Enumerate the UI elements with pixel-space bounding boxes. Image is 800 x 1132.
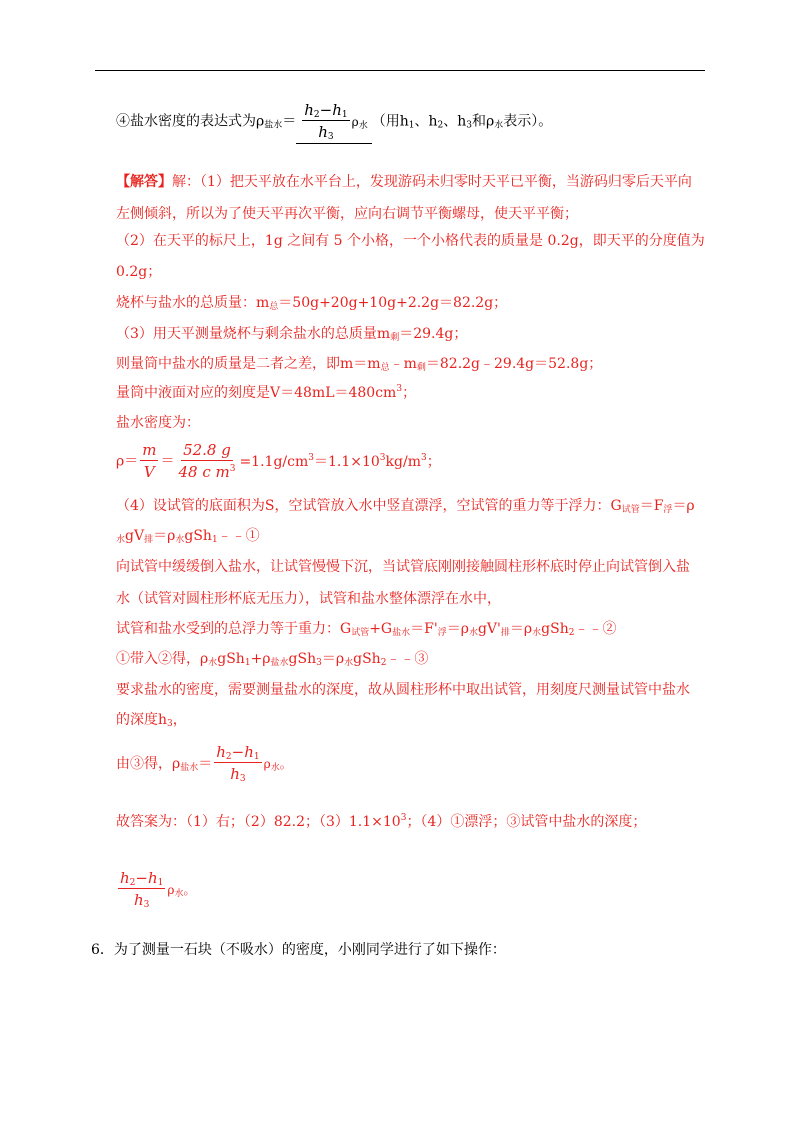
answer-para-14: 由③得，$\rho_{盐水}=$ $\frac{h_2-h_1}{h_3}$ $\rho_水$。 — [116, 743, 292, 784]
result-fraction: $\frac{h_2-h_1}{h_3}$ — [216, 743, 260, 784]
answer-para-9b: $_水gV_排=\rho_水gSh_1﹣﹣①$ — [116, 528, 260, 545]
answer-para-10a: 向试管中缓缓倒入盐水，让试管慢慢下沉，当试管底刚刚接触圆柱形杯底时停止向试管倒入盐 — [116, 559, 690, 575]
answer-para-15: 故答案为：（1）右；（2）82.2；$(3)1.1\times 10^3$；（4）①漂浮；③试管中盐水的深度； — [116, 813, 647, 830]
answer-para-1b: 左侧倾斜，所以为了使天平再次平衡，应向右调节平衡螺母，使天平平衡； — [116, 206, 578, 222]
answer-para-16: $\frac{h_2-h_1}{h_3}$ $\rho_水$。 — [120, 869, 196, 910]
answer-blank: $\frac{h_2-h_1}{h_3}$ $\rho_水$ — [296, 100, 371, 144]
answer-para-6: 量筒中液面对应的刻度是$V=48mL=480cm^3$； — [116, 384, 417, 401]
answer-para-3: 烧杯与盐水的总质量：$m_总=50g+20g+10g+2.2g=82.2g$； — [116, 295, 508, 312]
answer-para-5: 则量筒中盐水的质量是二者之差，即$m=m_总﹣m_剩=82.2g﹣29.4g=52.8g$； — [116, 356, 603, 373]
header-rule — [95, 70, 705, 71]
answer-para-2b: 0.2g； — [116, 264, 162, 280]
answer-para-13b: 的深度$h_3$， — [116, 712, 187, 729]
answer-para-1a: 【解答】解：（1）把天平放在水平台上，发现游码未归零时天平已平衡，当游码归零后天平向 — [116, 174, 692, 190]
q4-fraction: $\frac{h_2-h_1}{h_3}$ — [304, 101, 348, 142]
fraction-value: $\frac{52.8 g}{48 c m^3}$ — [178, 441, 236, 481]
answer-tag: 【解答】 — [116, 174, 172, 190]
answer-para-11: 试管和盐水受到的总浮力等于重力：$G_{试管}+G_{盐水}=F'_浮=\rho_水gV'_排=\rho_水gSh_2﹣﹣②$ — [116, 621, 617, 638]
answer-para-10b: 水（试管对圆柱形杯底无压力），试管和盐水整体漂浮在水中， — [116, 591, 501, 607]
answer-para-9a: （4）设试管的底面积为S，空试管放入水中竖直漂浮，空试管的重力等于浮力：$G_{试管}=F_浮=\rho$ — [116, 498, 695, 515]
answer-para-12: ①带入②得，$\rho_水gSh_1+\rho_{盐水}gSh_3=\rho_水gSh_2﹣﹣③$ — [116, 651, 429, 668]
fraction-m-over-v: $\frac{m}{V}$ — [142, 441, 157, 481]
answer-para-7: 盐水密度为： — [116, 415, 200, 431]
question-6: 6．为了测量一石块（不吸水）的密度，小刚同学进行了如下操作： — [91, 942, 506, 958]
answer-para-13a: 要求盐水的密度，需要测量盐水的深度，故从圆柱形杯中取出试管，用刻度尺测量试管中盐水 — [116, 682, 690, 698]
final-fraction: $\frac{h_2-h_1}{h_3}$ — [120, 869, 164, 910]
density-formula: ρ＝ $\frac{m}{V}$ ＝ $\frac{52.8 g}{48 c m^3}$ $=1.1g/cm^3=1.1\times 10^3kg/m^3$； — [116, 441, 441, 481]
answer-para-4: （3）用天平测量烧杯与剩余盐水的总质量$m_剩=29.4g$； — [116, 326, 468, 343]
answer-para-2a: （2）在天平的标尺上，1g 之间有 5 个小格，一个小格代表的质量是 0.2g，即天平的分度值为 — [116, 233, 705, 249]
q4-expression-line: ④盐水密度的表达式为$\rho_{盐水}=$ $\frac{h_2-h_1}{h_3}$ $\rho_水$ （用$h_1$、$h_2$、$h_3$和$\rho_水$表示）。 — [116, 101, 553, 142]
